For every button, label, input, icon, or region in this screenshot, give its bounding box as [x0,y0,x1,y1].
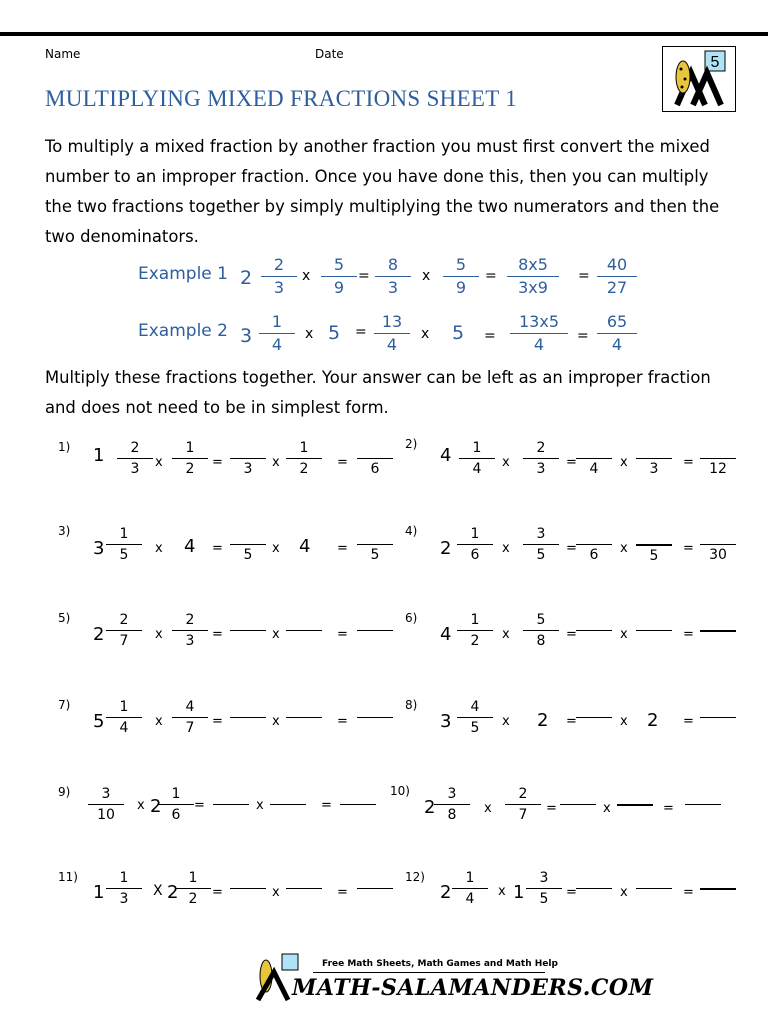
whole-number: 2 [167,882,179,903]
whole-number: 4 [184,536,196,557]
times-sign: x [603,801,611,816]
equals-sign: = [683,627,694,642]
answer-blank[interactable] [700,612,736,650]
whole-number: 4 [440,624,452,645]
answer-blank[interactable] [230,870,266,907]
fraction: 40 27 [597,256,637,297]
fraction: 2 7 [106,612,142,649]
top-rule [0,32,768,36]
equals-sign: = [337,714,348,729]
problem-number: 8) [405,698,418,712]
times-sign: x [155,627,163,642]
times-sign: x [502,541,510,556]
times-sign: X [153,883,163,899]
fraction: 1 4 [459,440,495,477]
fraction: 1 2 [172,440,208,477]
page-title: MULTIPLYING MIXED FRACTIONS SHEET 1 [45,86,518,111]
answer-blank[interactable]: 4 [576,440,612,477]
answer-blank[interactable] [636,870,672,907]
fraction: 1 3 [106,870,142,907]
equals-sign: = [566,885,577,900]
answer-blank[interactable] [230,612,266,649]
whole-number: 1 [93,445,105,466]
answer-blank[interactable] [357,612,393,649]
logo-grade: 5 [710,54,720,71]
problem-number: 4) [405,524,418,538]
answer-blank[interactable] [270,786,306,823]
equals-sign: = [683,541,694,556]
whole-number: 2 [440,882,452,903]
whole-number: 2 [647,710,659,731]
whole-number: 5 [93,711,105,732]
equals-sign: = [194,798,205,813]
times-sign: x [302,268,311,284]
times-sign: x [272,885,280,900]
fraction: 2 3 [172,612,208,649]
fraction: 1 4 [106,699,142,736]
equals-sign: = [358,268,370,284]
fraction: 2 3 [523,440,559,477]
fraction: 3 10 [88,786,124,823]
times-sign: x [484,801,492,816]
whole-number: 2 [150,796,162,817]
answer-blank[interactable] [560,786,596,823]
times-sign: x [620,455,628,470]
answer-blank[interactable] [286,870,322,907]
fraction: 4 7 [172,699,208,736]
fraction: 65 4 [597,313,637,354]
times-sign: x [502,714,510,729]
times-sign: x [272,714,280,729]
equals-sign: = [683,714,694,729]
problem-number: 11) [58,870,78,884]
equals-sign: = [337,885,348,900]
equals-sign: = [212,627,223,642]
times-sign: x [272,455,280,470]
whole-number: 5 [452,322,465,344]
answer-blank[interactable] [617,786,653,824]
equals-sign: = [683,885,694,900]
answer-blank[interactable] [230,699,266,736]
fraction: 8x5 3x9 [507,256,559,297]
answer-blank[interactable]: 12 [700,440,736,477]
whole-number: 4 [440,445,452,466]
fraction: 5 8 [523,612,559,649]
fraction: 1 6 [457,526,493,563]
whole-number: 5 [328,322,341,344]
answer-blank[interactable]: 3 [230,440,266,477]
fraction: 2 3 [117,440,153,477]
answer-blank[interactable]: 5 [230,526,266,563]
whole-number: 3 [93,538,105,559]
times-sign: x [502,627,510,642]
equals-sign: = [321,798,332,813]
fraction: 13x5 4 [510,313,568,354]
answer-blank[interactable]: 5 [636,526,672,564]
fraction: 1 6 [158,786,194,823]
times-sign: x [620,714,628,729]
times-sign: x [256,798,264,813]
footer-tagline: Free Math Sheets, Math Games and Math Help [322,959,558,969]
whole-number: 2 [537,710,549,731]
answer-blank[interactable] [286,699,322,736]
equals-sign: = [212,541,223,556]
times-sign: x [155,714,163,729]
problem-number: 1) [58,440,71,454]
fraction: 13 4 [374,313,410,354]
example-label: Example 1 [138,264,228,284]
fraction: 1 4 [452,870,488,907]
equals-sign: = [566,455,577,470]
whole-number: 2 [440,538,452,559]
equals-sign: = [566,714,577,729]
equals-sign: = [546,801,557,816]
answer-blank[interactable] [700,699,736,736]
problem-number: 3) [58,524,71,538]
answer-blank[interactable]: 6 [357,440,393,477]
fraction: 1 5 [106,526,142,563]
fraction: 3 5 [526,870,562,907]
times-sign: x [620,627,628,642]
times-sign: x [502,455,510,470]
answer-blank[interactable] [576,870,612,907]
fraction: 1 2 [457,612,493,649]
whole-number: 3 [240,325,253,347]
whole-number: 1 [513,882,525,903]
equals-sign: = [212,714,223,729]
equals-sign: = [577,328,589,344]
times-sign: x [305,326,314,342]
problem-number: 9) [58,785,71,799]
equals-sign: = [212,455,223,470]
answer-blank[interactable] [286,612,322,649]
times-sign: x [422,268,431,284]
salamander-logo [662,46,736,112]
problem-number: 12) [405,870,425,884]
problem-number: 7) [58,698,71,712]
equals-sign: = [337,541,348,556]
equals-sign: = [355,324,367,340]
equals-sign: = [566,541,577,556]
times-sign: x [421,326,430,342]
footer-brand: MATH-SALAMANDERS.COM [292,975,654,1001]
example-label: Example 2 [138,321,228,341]
fraction: 2 3 [261,256,297,297]
whole-number: 2 [240,267,253,289]
times-sign: x [137,798,145,813]
fraction: 1 2 [286,440,322,477]
times-sign: x [272,541,280,556]
times-sign: x [155,541,163,556]
whole-number: 4 [299,536,311,557]
times-sign: x [272,627,280,642]
equals-sign: = [485,268,497,284]
fraction: 5 9 [443,256,479,297]
whole-number: 2 [93,624,105,645]
equals-sign: = [212,885,223,900]
times-sign: x [498,884,506,899]
date-label: Date [315,47,344,61]
equals-sign: = [683,455,694,470]
equals-sign: = [578,268,590,284]
answer-blank[interactable]: 3 [636,440,672,477]
whole-number: 2 [424,797,436,818]
fraction: 1 2 [175,870,211,907]
problem-number: 6) [405,611,418,625]
fraction: 4 5 [457,699,493,736]
answer-blank[interactable] [576,699,612,736]
answer-blank[interactable] [357,870,393,907]
whole-number: 1 [93,882,105,903]
whole-number: 3 [440,711,452,732]
intro-paragraph: To multiply a mixed fraction by another fraction you must first convert the mixed number to an improper fraction. Once you have done this, then you can multiply the two fractions together by simply multiplying the two numerators and then the two denominators. [45,137,720,246]
fraction: 1 4 [259,313,295,354]
problem-number: 2) [405,437,418,451]
fraction: 2 7 [505,786,541,823]
answer-blank[interactable] [636,612,672,649]
answer-blank[interactable] [576,612,612,649]
equals-sign: = [337,627,348,642]
answer-blank[interactable] [340,786,376,823]
problem-number: 5) [58,611,71,625]
fraction: 8 3 [375,256,411,297]
fraction: 5 9 [321,256,357,297]
fraction: 3 8 [434,786,470,823]
times-sign: x [620,541,628,556]
instructions-paragraph: Multiply these fractions together. Your answer can be left as an improper fraction and does not need to be in simplest form. [45,368,711,417]
equals-sign: = [484,328,496,344]
times-sign: x [155,455,163,470]
answer-blank[interactable] [685,786,721,823]
equals-sign: = [566,627,577,642]
answer-blank[interactable] [213,786,249,823]
answer-blank[interactable]: 6 [576,526,612,563]
equals-sign: = [337,455,348,470]
answer-blank[interactable] [700,870,736,908]
answer-blank[interactable] [357,699,393,736]
answer-blank[interactable]: 5 [357,526,393,563]
name-label: Name [45,47,81,61]
answer-blank[interactable]: 30 [700,526,736,563]
times-sign: x [620,885,628,900]
equals-sign: = [663,801,674,816]
problem-number: 10) [390,784,410,798]
fraction: 3 5 [523,526,559,563]
